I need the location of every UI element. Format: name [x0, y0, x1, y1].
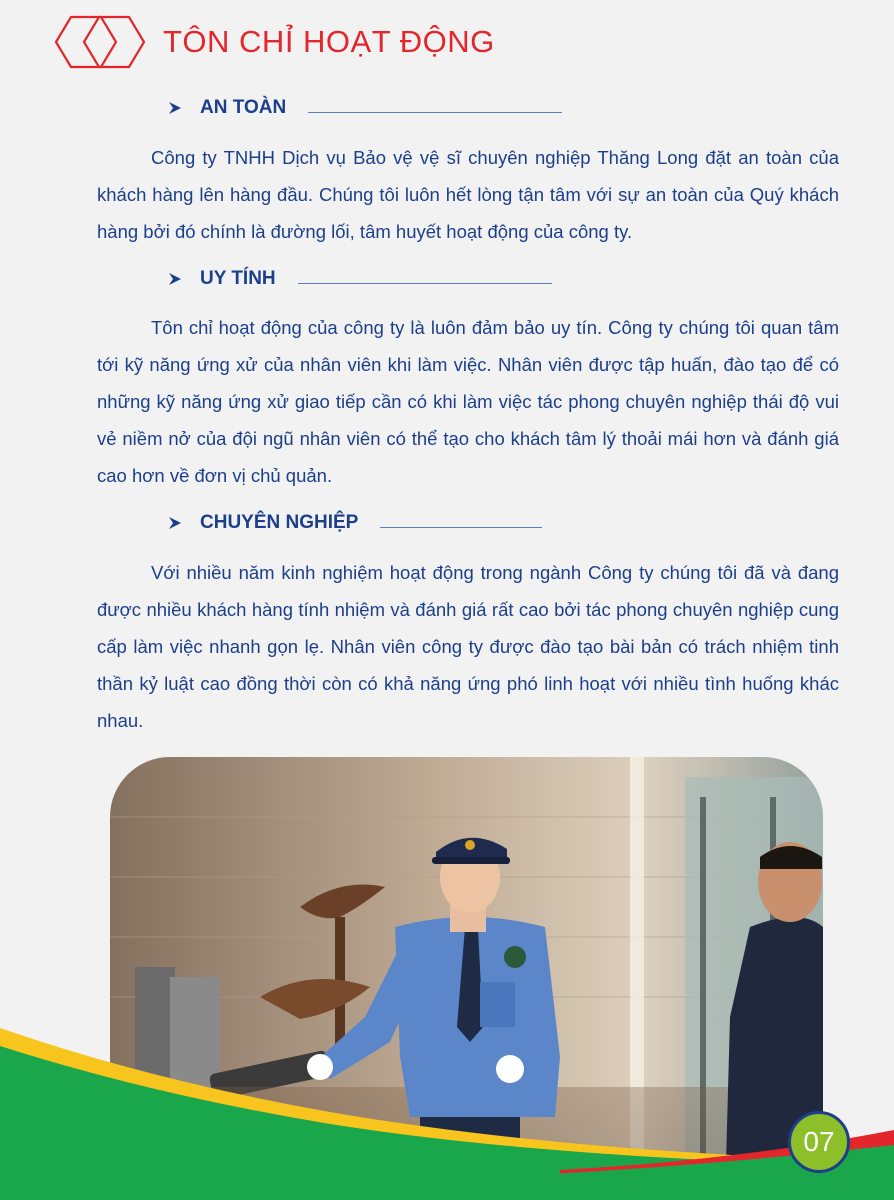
section-heading-uy-tinh [168, 268, 552, 290]
section-heading-chuyen-nghiep [168, 512, 542, 534]
page-title: TÔN CHỈ HOẠT ĐỘNG [163, 24, 495, 59]
section-paragraph: Công ty TNHH Dịch vụ Bảo vệ vệ sĩ chuyên nghiệp Thăng Long đặt an toàn của khách hàng lên hàng đầu. Chúng tôi luôn hết lòng tận tâm với sự an toàn của Quý khách hàng bởi đó chính là đường lối, tâm huyết hoạt động của công ty. [97, 147, 839, 242]
arrow-bullet-icon [168, 516, 182, 530]
arrow-bullet-icon [168, 101, 182, 115]
heading-underline [298, 283, 552, 284]
section-paragraph: Với nhiều năm kinh nghiệm hoạt động trong ngành Công ty chúng tôi đã và đang được nhiều khách hàng tính nhiệm và đánh giá rất cao bởi tác phong chuyên nghiệp cung cấp làm việc nhanh gọn lẹ. Nhân viên công ty được đào tạo bài bản có trách nhiệm tinh thần kỷ luật cao đồng thời còn có khả năng ứng phó linh hoạt với nhiều tình huống khác nhau. [97, 562, 839, 731]
section-paragraph: Tôn chỉ hoạt động của công ty là luôn đảm bảo uy tín. Công ty chúng tôi quan tâm tới kỹ năng ứng xử của nhân viên khi làm việc. Nhân viên được tập huấn, đào tạo để có những kỹ năng ứng xử giao tiếp cần có khi làm việc tác phong chuyên nghiệp thái độ vui vẻ niềm nở của đội ngũ nhân viên có thể tạo cho khách tâm lý thoải mái hơn và đánh giá cao hơn về đơn vị chủ quản. [97, 317, 839, 486]
section-heading-text: AN TOÀN [200, 97, 287, 118]
section-heading-an-toan [168, 97, 562, 119]
section-heading-text: UY TÍNH [200, 268, 276, 289]
section-heading-text: CHUYÊN NGHIỆP [200, 512, 359, 533]
heading-underline [380, 527, 542, 528]
footer-wave-decoration [0, 1020, 894, 1200]
arrow-bullet-icon [168, 272, 182, 286]
page-number-badge: 07 [788, 1111, 850, 1173]
heading-underline [308, 112, 562, 113]
hexagon-logo-icon [52, 10, 148, 74]
